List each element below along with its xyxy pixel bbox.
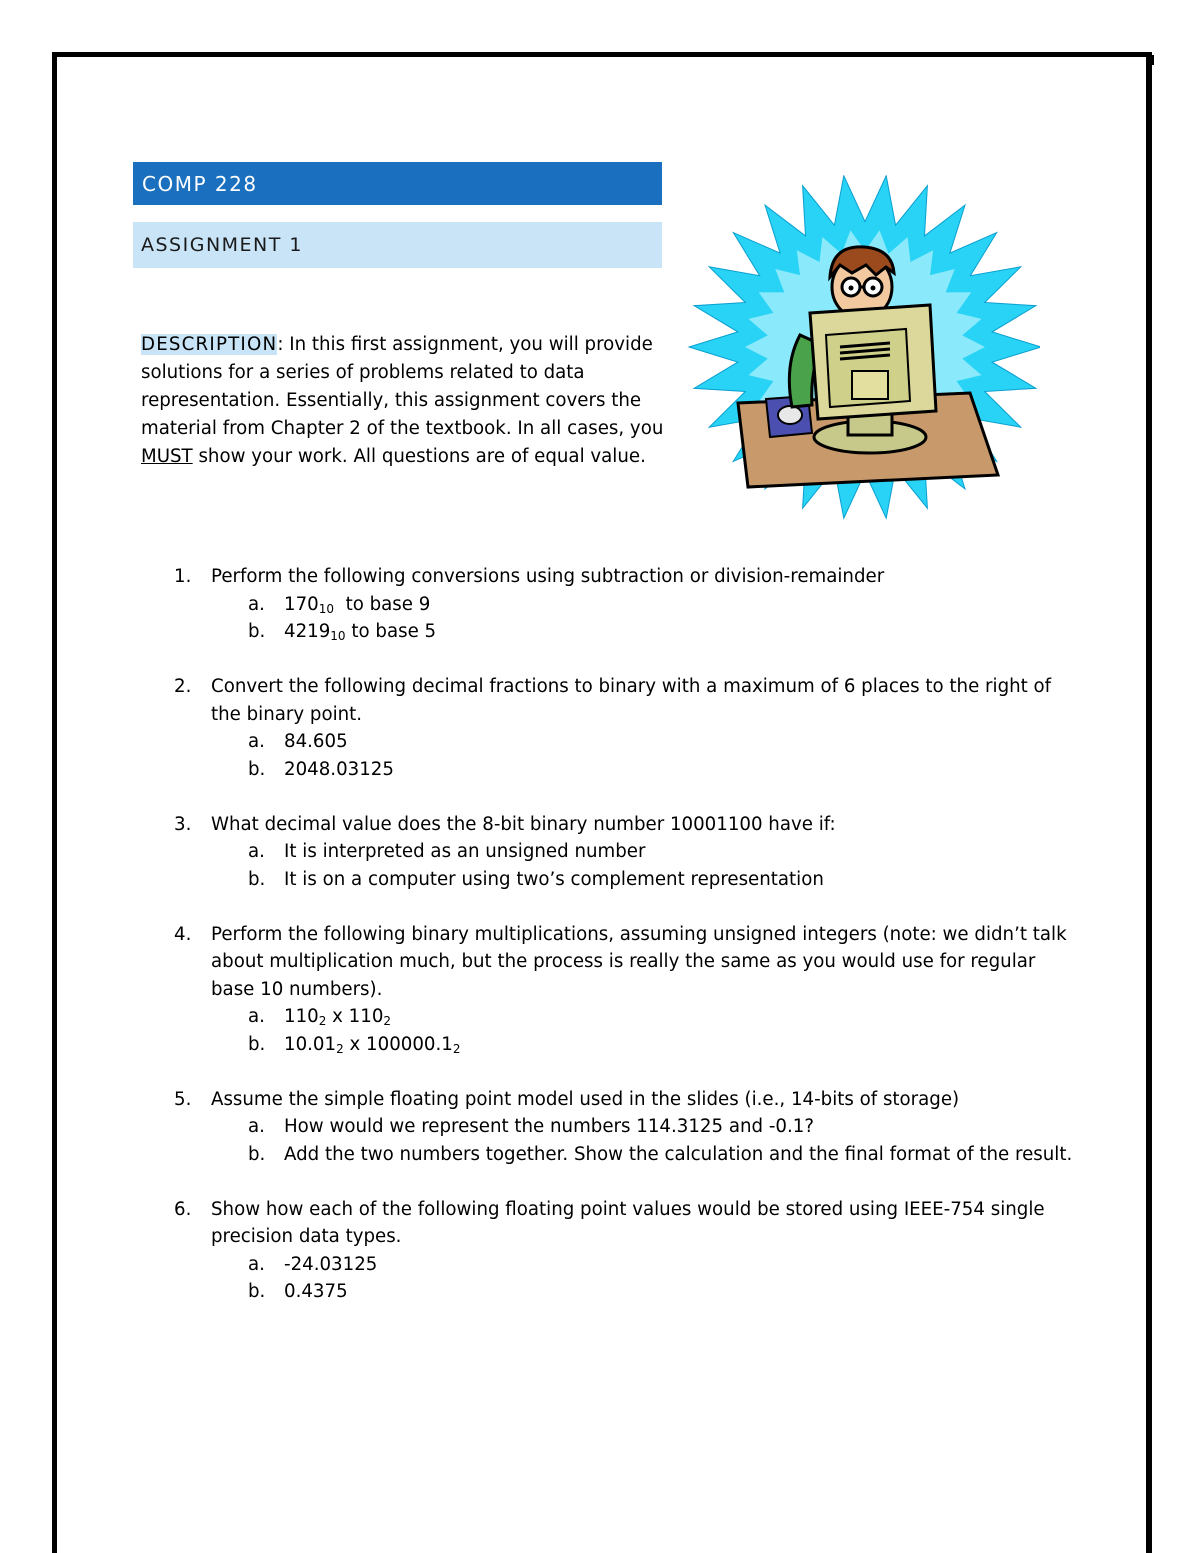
sub-question-list xyxy=(248,1251,1074,1306)
sub-question-letter: b. xyxy=(248,621,266,642)
sub-question-part: 10.01 xyxy=(284,1033,337,1055)
sub-question-part: x 110 xyxy=(326,1006,384,1027)
question-number: 4. xyxy=(174,923,192,945)
sub-question-letter: b. xyxy=(248,1033,266,1055)
question-number: 6. xyxy=(174,1198,192,1220)
subscript-base: 10 xyxy=(330,629,346,643)
course-title: COMP 228 xyxy=(142,172,258,196)
subscript-base: 2 xyxy=(318,1014,327,1028)
sub-question-text xyxy=(284,594,430,615)
question-number: 1. xyxy=(174,566,192,587)
sub-question-letter: b. xyxy=(248,1281,266,1302)
sub-question xyxy=(248,1278,1074,1306)
sub-question-letter: a. xyxy=(248,841,265,862)
question-list xyxy=(174,563,1074,1333)
sub-question-list xyxy=(248,591,1074,646)
sub-question-part: to base 9 xyxy=(334,593,431,615)
question-item xyxy=(174,1086,1074,1169)
sub-question xyxy=(248,728,1074,756)
sub-question xyxy=(248,1113,1074,1141)
sub-question-text xyxy=(284,1006,391,1027)
sub-question xyxy=(248,591,1074,619)
question-text: Show how each of the following floating point values would be stored using IEEE-754 single precision data types. xyxy=(211,1198,1045,1247)
sub-question-letter: a. xyxy=(248,1116,265,1137)
sub-question-text: It is interpreted as an unsigned number xyxy=(284,841,646,862)
description-label: DESCRIPTION xyxy=(141,334,278,355)
sub-question-text: Add the two numbers together. Show the calculation and the final format of the result. xyxy=(284,1143,1073,1165)
description-paragraph xyxy=(141,331,671,471)
sub-question-list xyxy=(248,728,1074,783)
sub-question-text: 0.4375 xyxy=(284,1281,348,1302)
subscript-base: 2 xyxy=(383,1014,392,1028)
subscript-base: 10 xyxy=(318,601,334,616)
question-item xyxy=(174,811,1074,894)
question-item xyxy=(174,563,1074,646)
sub-question-letter: a. xyxy=(248,731,265,752)
sub-question-letter: b. xyxy=(248,758,266,780)
sub-question-letter: a. xyxy=(248,1006,265,1027)
question-number: 3. xyxy=(174,813,192,835)
question-text: Perform the following conversions using subtraction or division-remainder xyxy=(211,566,885,587)
sub-question-list xyxy=(248,838,1074,893)
sub-question-letter: a. xyxy=(248,593,265,615)
page-border-right xyxy=(1146,52,1152,1553)
assignment-title-banner xyxy=(133,222,662,268)
programmer-at-computer-icon xyxy=(680,175,1040,530)
question-item xyxy=(174,921,1074,1059)
sub-question-part: 4219 xyxy=(284,621,331,642)
subscript-base: 2 xyxy=(452,1041,461,1056)
subscript-base: 2 xyxy=(336,1041,344,1056)
sub-question-part: x 100000.1 xyxy=(343,1033,453,1055)
question-number: 2. xyxy=(174,676,192,697)
question-item xyxy=(174,1196,1074,1306)
sub-question xyxy=(248,1003,1074,1031)
question-item xyxy=(174,673,1074,783)
sub-question-part: 170 xyxy=(284,593,319,615)
sub-question xyxy=(248,1031,1074,1059)
sub-question-letter: b. xyxy=(248,868,266,890)
sub-question xyxy=(248,1141,1074,1169)
assignment-title: ASSIGNMENT 1 xyxy=(141,234,304,256)
page-border-left xyxy=(52,52,57,1553)
sub-question xyxy=(248,618,1074,646)
sub-question xyxy=(248,866,1074,894)
question-text: Convert the following decimal fractions to binary with a maximum of 6 places to the right of the binary point. xyxy=(211,676,1052,725)
sub-question-text: How would we represent the numbers 114.3125 and -0.1? xyxy=(284,1116,814,1137)
sub-question-letter: b. xyxy=(248,1143,266,1165)
description-text-before: : In this first assignment, you will provide solutions for a series of problems related to data representation. Essentially, this assignment covers the material from Chapter 2 of the textbook. In all cases, you xyxy=(141,334,664,439)
page-border-top xyxy=(52,52,1152,57)
sub-question xyxy=(248,756,1074,784)
question-number: 5. xyxy=(174,1088,192,1110)
sub-question xyxy=(248,838,1074,866)
description-text-after: show your work. All questions are of equal value. xyxy=(192,446,646,467)
sub-question-part: to base 5 xyxy=(345,621,437,642)
sub-question-letter: a. xyxy=(248,1253,265,1275)
sub-question-text: 2048.03125 xyxy=(284,758,394,780)
sub-question-list xyxy=(248,1113,1074,1168)
sub-question-text: It is on a computer using two’s complement representation xyxy=(284,868,824,890)
question-text: Perform the following binary multiplications, assuming unsigned integers (note: we didn’t talk about multiplication much, but the process is really the same as you would use for regular base 10 numbers). xyxy=(211,923,1067,1000)
sub-question xyxy=(248,1251,1074,1279)
sub-question-text xyxy=(284,1034,460,1055)
question-text: What decimal value does the 8-bit binary number 10001100 have if: xyxy=(211,813,836,835)
course-title-banner xyxy=(133,162,662,205)
sub-question-text: -24.03125 xyxy=(284,1253,378,1275)
sub-question-list xyxy=(248,1003,1074,1058)
sub-question-text: 84.605 xyxy=(284,731,348,752)
question-text: Assume the simple floating point model used in the slides (i.e., 14-bits of storage) xyxy=(211,1088,960,1110)
sub-question-part: 110 xyxy=(284,1006,319,1027)
sub-question-text xyxy=(284,621,436,642)
description-emphasis: MUST xyxy=(141,446,193,467)
